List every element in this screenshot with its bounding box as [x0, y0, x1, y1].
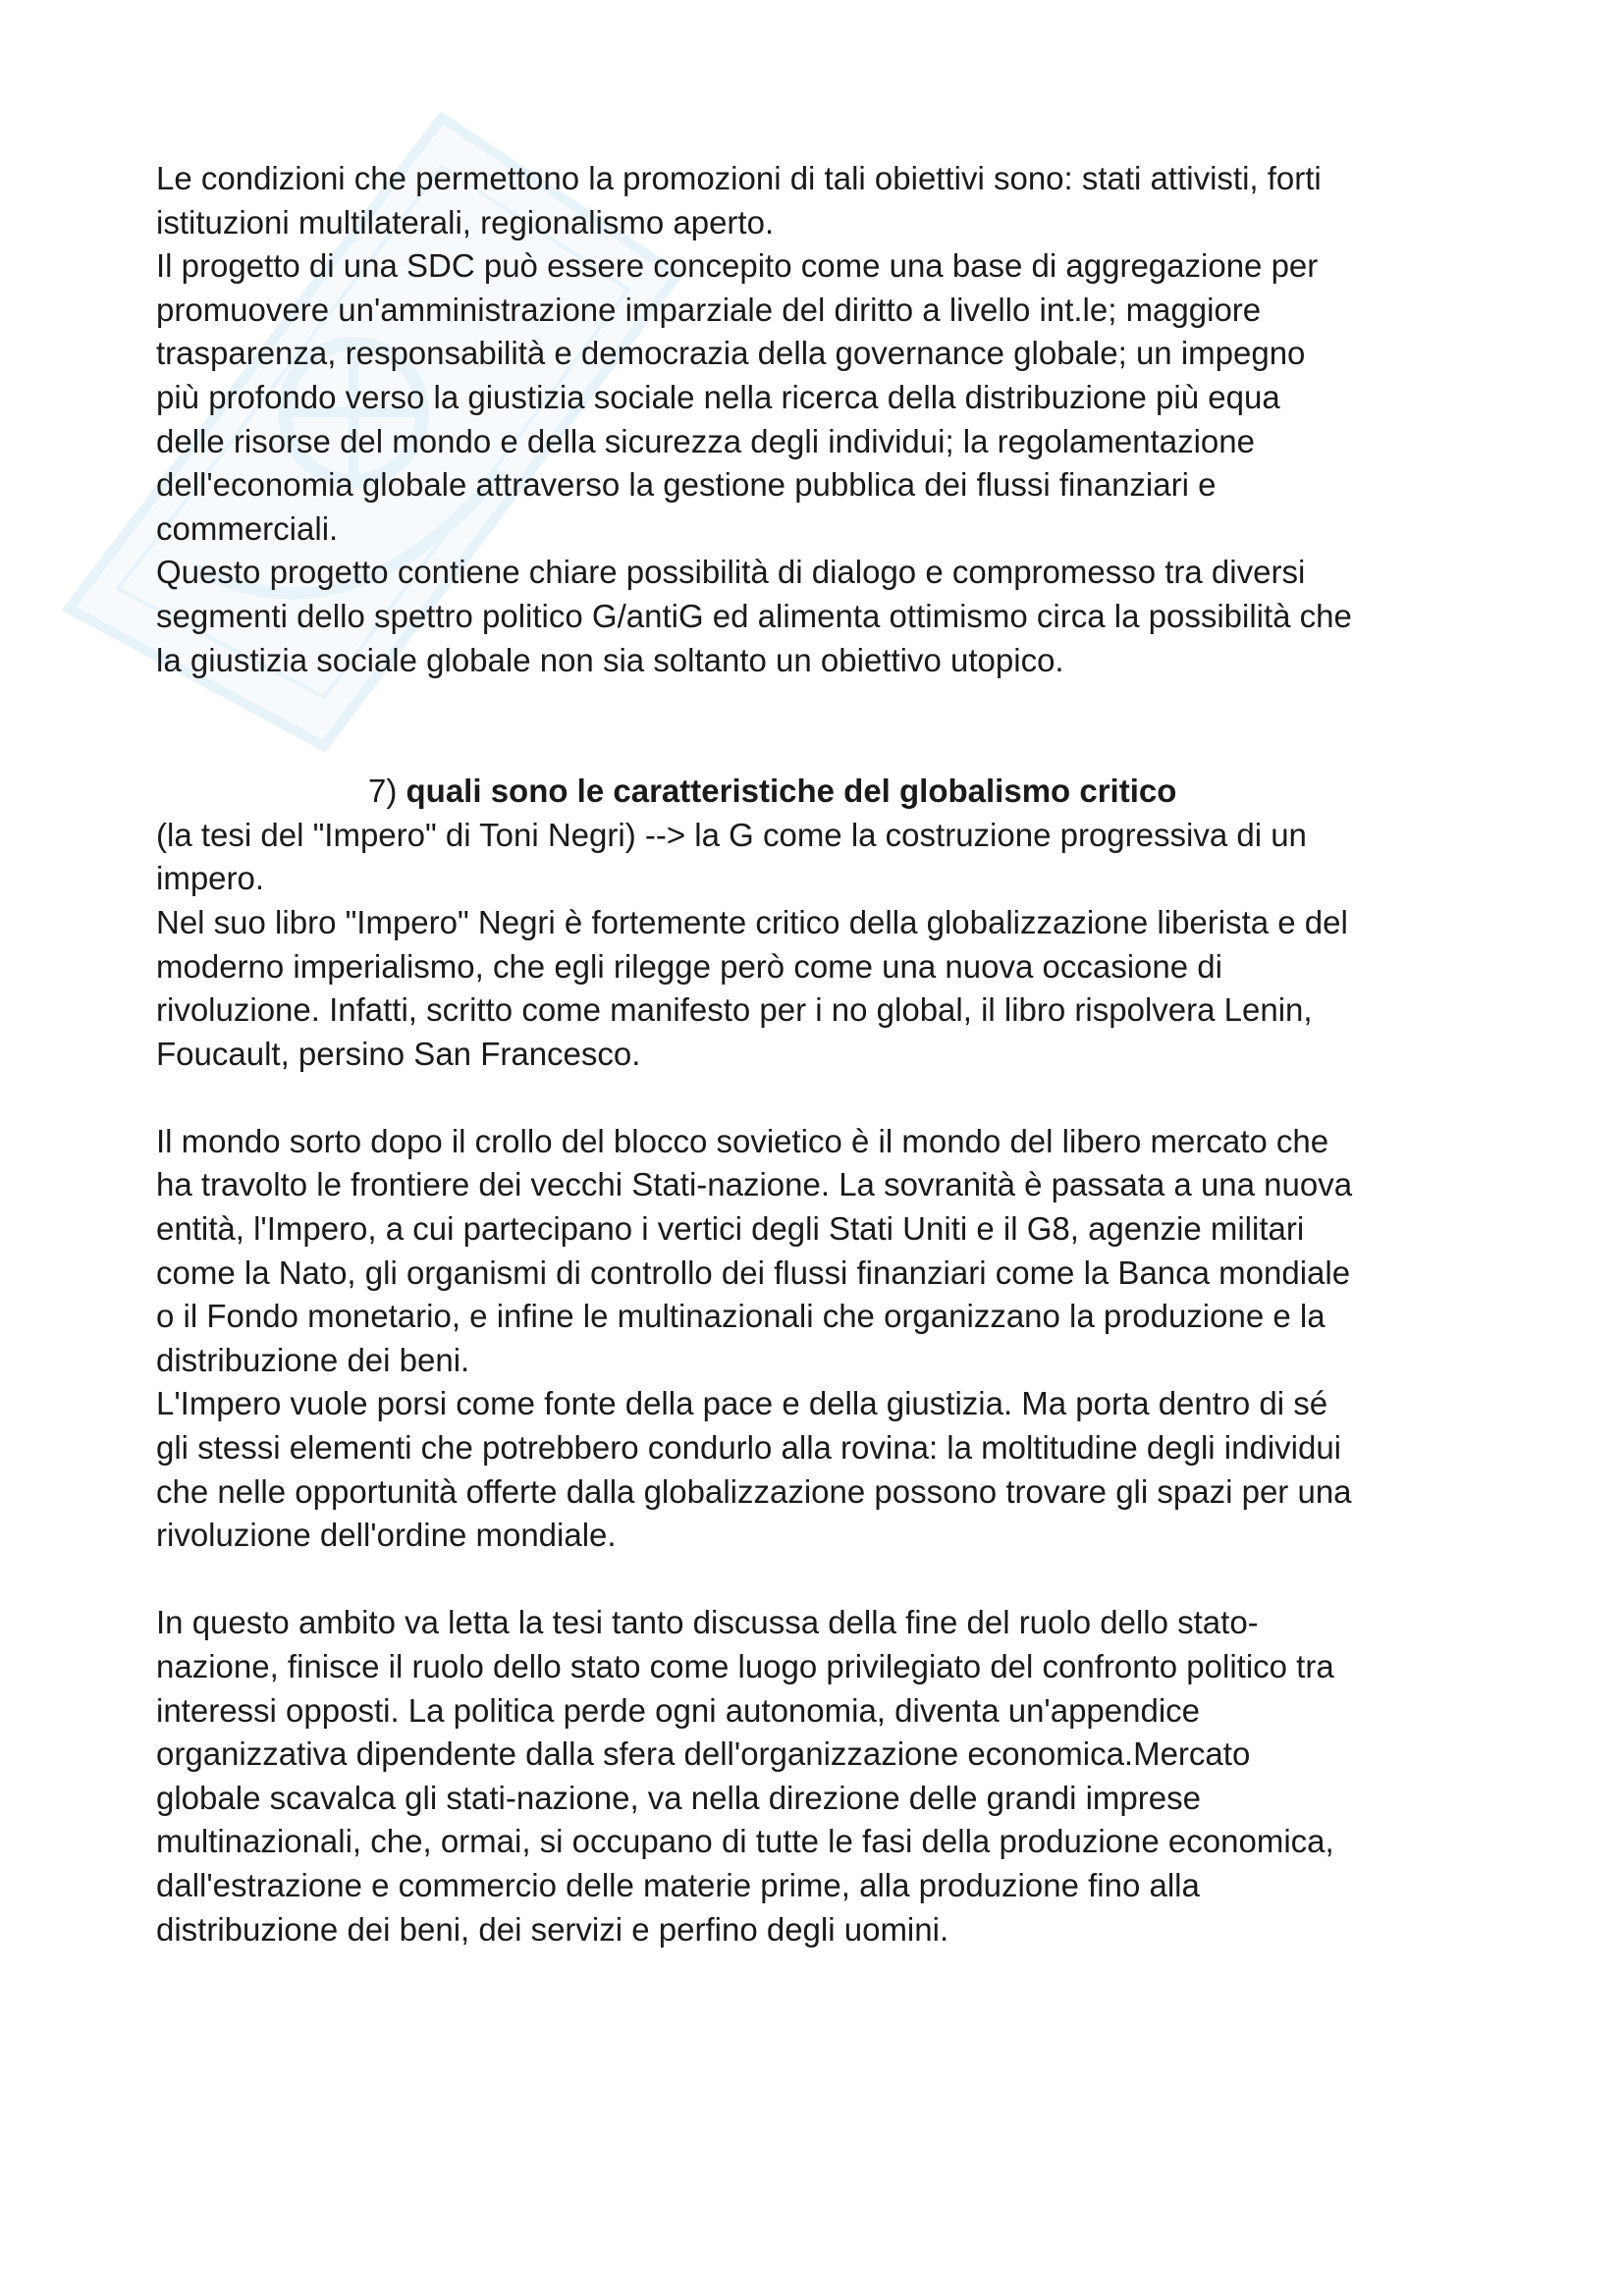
- text-line: Il progetto di una SDC può essere concepito come una base di aggregazione per: [156, 247, 1319, 285]
- text-line: Nel suo libro "Impero" Negri è fortemente critico della globalizzazione liberista e del: [156, 903, 1348, 940]
- text-line: delle risorse del mondo e della sicurezza degli individui; la regolamentazione: [156, 422, 1255, 459]
- text-line: entità, l'Impero, a cui partecipano i vertici degli Stati Uniti e il G8, agenzie militari: [156, 1210, 1305, 1248]
- section-heading: [156, 770, 1491, 814]
- text-line: impero.: [156, 860, 265, 897]
- text-line: Questo progetto contiene chiare possibilità di dialogo e compromesso tra diversi: [156, 554, 1306, 591]
- document-page: [156, 157, 1491, 1951]
- text-line: come la Nato, gli organismi di controllo dei flussi finanziari come la Banca mondiale: [156, 1254, 1351, 1291]
- text-line: distribuzione dei beni, dei servizi e perfino degli uomini.: [156, 1910, 949, 1948]
- text-line: globale scavalca gli stati-nazione, va nella direzione delle grandi imprese: [156, 1779, 1201, 1816]
- paragraph-stato-nazione: [156, 1601, 1491, 1951]
- text-line: Il mondo sorto dopo il crollo del blocco sovietico è il mondo del libero mercato che: [156, 1122, 1329, 1159]
- spacer: [156, 1076, 1491, 1120]
- section-title: quali sono le caratteristiche del globalismo critico: [406, 773, 1177, 810]
- text-line: rivoluzione dell'ordine mondiale.: [156, 1517, 617, 1554]
- text-line: segmenti dello spettro politico G/antiG ed alimenta ottimismo circa la possibilità che: [156, 597, 1352, 634]
- text-line: In questo ambito va letta la tesi tanto discussa della fine del ruolo dello stato-: [156, 1604, 1259, 1641]
- text-line: promuovere un'amministrazione imparziale del diritto a livello int.le; maggiore: [156, 291, 1262, 328]
- text-line: commerciali.: [156, 509, 339, 547]
- text-line: dell'economia globale attraverso la gestione pubblica dei flussi finanziari e: [156, 466, 1217, 504]
- text-line: istituzioni multilaterali, regionalismo aperto.: [156, 203, 775, 240]
- text-line: multinazionali, che, ormai, si occupano di tutte le fasi della produzione economica,: [156, 1823, 1334, 1860]
- paragraph-mondo: [156, 1120, 1491, 1558]
- intro-paragraph: [156, 157, 1491, 682]
- text-line: la giustizia sociale globale non sia soltanto un obiettivo utopico.: [156, 641, 1064, 678]
- spacer: [156, 682, 1491, 770]
- text-line: trasparenza, responsabilità e democrazia della governance globale; un impegno: [156, 335, 1306, 372]
- text-line: moderno imperialismo, che egli rilegge però come una nuova occasione di: [156, 947, 1222, 985]
- text-line: Le condizioni che permettono la promozioni di tali obiettivi sono: stati attivisti, forti: [156, 160, 1322, 196]
- text-line: L'Impero vuole porsi come fonte della pace e della giustizia. Ma porta dentro di sé: [156, 1385, 1328, 1422]
- text-line: più profondo verso la giustizia sociale nella ricerca della distribuzione più equa: [156, 378, 1280, 415]
- text-line: organizzativa dipendente dalla sfera dell'organizzazione economica.Mercato: [156, 1735, 1251, 1773]
- text-line: o il Fondo monetario, e infine le multinazionali che organizzano la produzione e la: [156, 1298, 1326, 1335]
- section-number: 7): [368, 773, 398, 810]
- text-line: Foucault, persino San Francesco.: [156, 1035, 641, 1072]
- text-line: che nelle opportunità offerte dalla globalizzazione possono trovare gli spazi per una: [156, 1472, 1352, 1510]
- spacer: [156, 1558, 1491, 1602]
- text-line: nazione, finisce il ruolo dello stato come luogo privilegiato del confronto politico tra: [156, 1648, 1334, 1684]
- text-line: interessi opposti. La politica perde ogni autonomia, diventa un'appendice: [156, 1691, 1201, 1729]
- paragraph-impero: [156, 814, 1491, 1077]
- text-line: (la tesi del "Impero" di Toni Negri) --> la G come la costruzione progressiva di un: [156, 816, 1307, 853]
- text-line: ha travolto le frontiere dei vecchi Stati-nazione. La sovranità è passata a una nuova: [156, 1166, 1353, 1203]
- text-line: rivoluzione. Infatti, scritto come manifesto per i no global, il libro rispolvera Lenin,: [156, 991, 1313, 1029]
- text-line: distribuzione dei beni.: [156, 1341, 470, 1378]
- text-line: gli stessi elementi che potrebbero condurlo alla rovina: la moltitudine degli individui: [156, 1429, 1342, 1467]
- text-line: dall'estrazione e commercio delle materie prime, alla produzione fino alla: [156, 1866, 1200, 1903]
